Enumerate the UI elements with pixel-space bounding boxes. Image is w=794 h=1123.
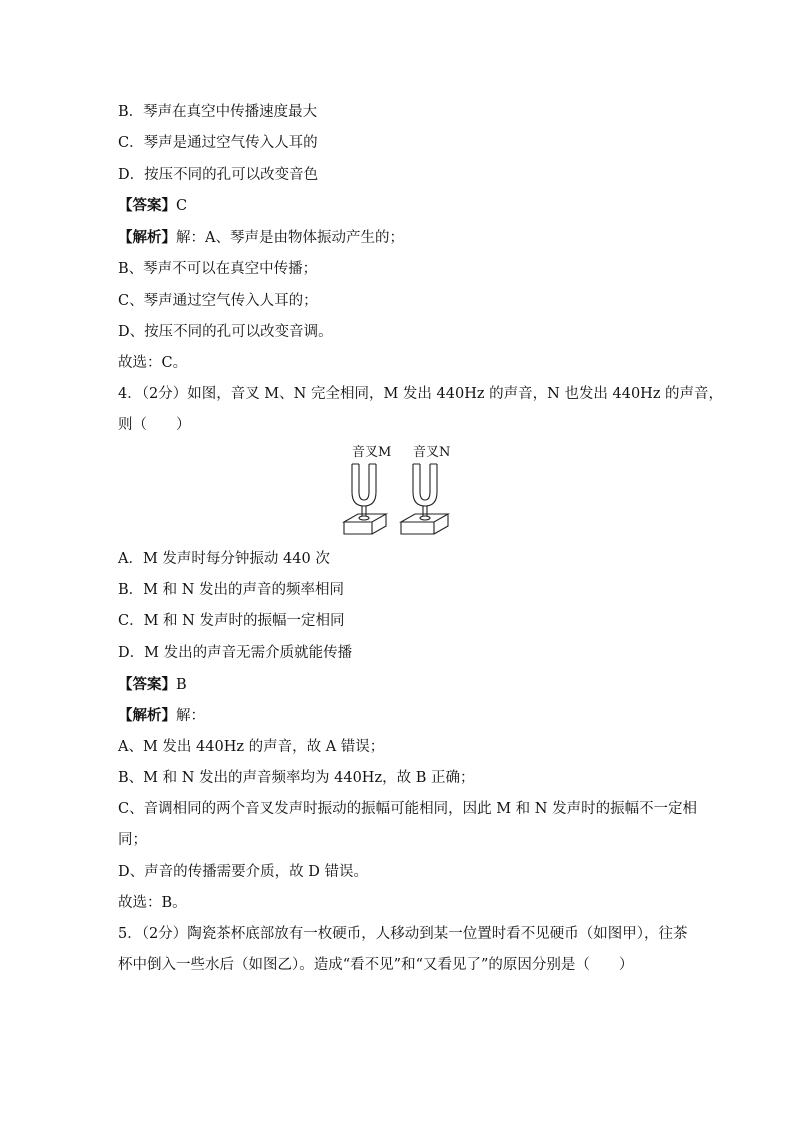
q4-option-d: D．M 发出的声音无需介质就能传播 [118,645,353,661]
analysis-text: 解： [176,708,205,724]
q5-stem-2: 杯中倒入一些水后（如图乙）。造成“看不见”和“又看见了”的原因分别是（ ） [118,957,634,973]
tuning-fork-figure [338,440,452,540]
analysis-tag: 【解析】 [118,707,176,724]
answer-value: C [176,198,188,214]
q3-analysis-3: C、琴声通过空气传入人耳的； [118,293,318,309]
label-fork-m: 音叉M [352,445,392,460]
answer-tag: 【答案】 [118,197,176,214]
q3-option-c: C．琴声是通过空气传入人耳的 [118,135,318,151]
q3-answer [118,196,187,216]
answer-tag: 【答案】 [118,676,176,693]
analysis-text: 解：A、琴声是由物体振动产生的； [176,230,404,246]
q3-conclusion: 故选：C。 [118,355,188,371]
analysis-tag: 【解析】 [118,229,176,246]
fork-m [344,464,386,534]
q3-option-b: B．琴声在真空中传播速度最大 [118,104,318,120]
q5-stem-1: 5．（2分）陶瓷茶杯底部放有一枚硬币，人移动到某一位置时看不见硬币（如图甲），往茶 [118,926,688,942]
q4-option-a: A．M 发声时每分钟振动 440 次 [118,551,330,567]
q4-analysis-2: B、M 和 N 发出的声音频率均为 440Hz，故 B 正确； [118,770,475,786]
q4-analysis-3: C、音调相同的两个音叉发声时振动的振幅可能相同，因此 M 和 N 发声时的振幅不一定相 [118,801,698,817]
q4-stem-1: 4．（2分）如图，音叉 M、N 完全相同，M 发出 440Hz 的声音，N 也发出 440Hz 的声音， [118,386,724,402]
q3-option-d: D．按压不同的孔可以改变音色 [118,167,319,183]
q3-analysis-1 [118,228,404,248]
q3-analysis-4: D、按压不同的孔可以改变音调。 [118,324,333,340]
q4-analysis-3b: 同； [118,832,147,848]
q4-conclusion: 故选：B。 [118,895,187,911]
q4-analysis-1: A、M 发出 440Hz 的声音，故 A 错误； [118,739,385,755]
q4-option-c: C．M 和 N 发声时的振幅一定相同 [118,613,345,629]
q4-analysis-4: D、声音的传播需要介质，故 D 错误。 [118,864,368,880]
q4-stem-2: 则（ ） [118,417,191,433]
answer-value: B [176,677,187,693]
tuning-fork-diagram [338,440,452,540]
q4-option-b: B．M 和 N 发出的声音的频率相同 [118,582,345,598]
fork-n [401,464,448,534]
q3-analysis-2: B、琴声不可以在真空中传播； [118,261,318,277]
label-fork-n: 音叉N [413,445,451,460]
q4-answer [118,675,187,695]
q4-analysis-head [118,706,205,726]
